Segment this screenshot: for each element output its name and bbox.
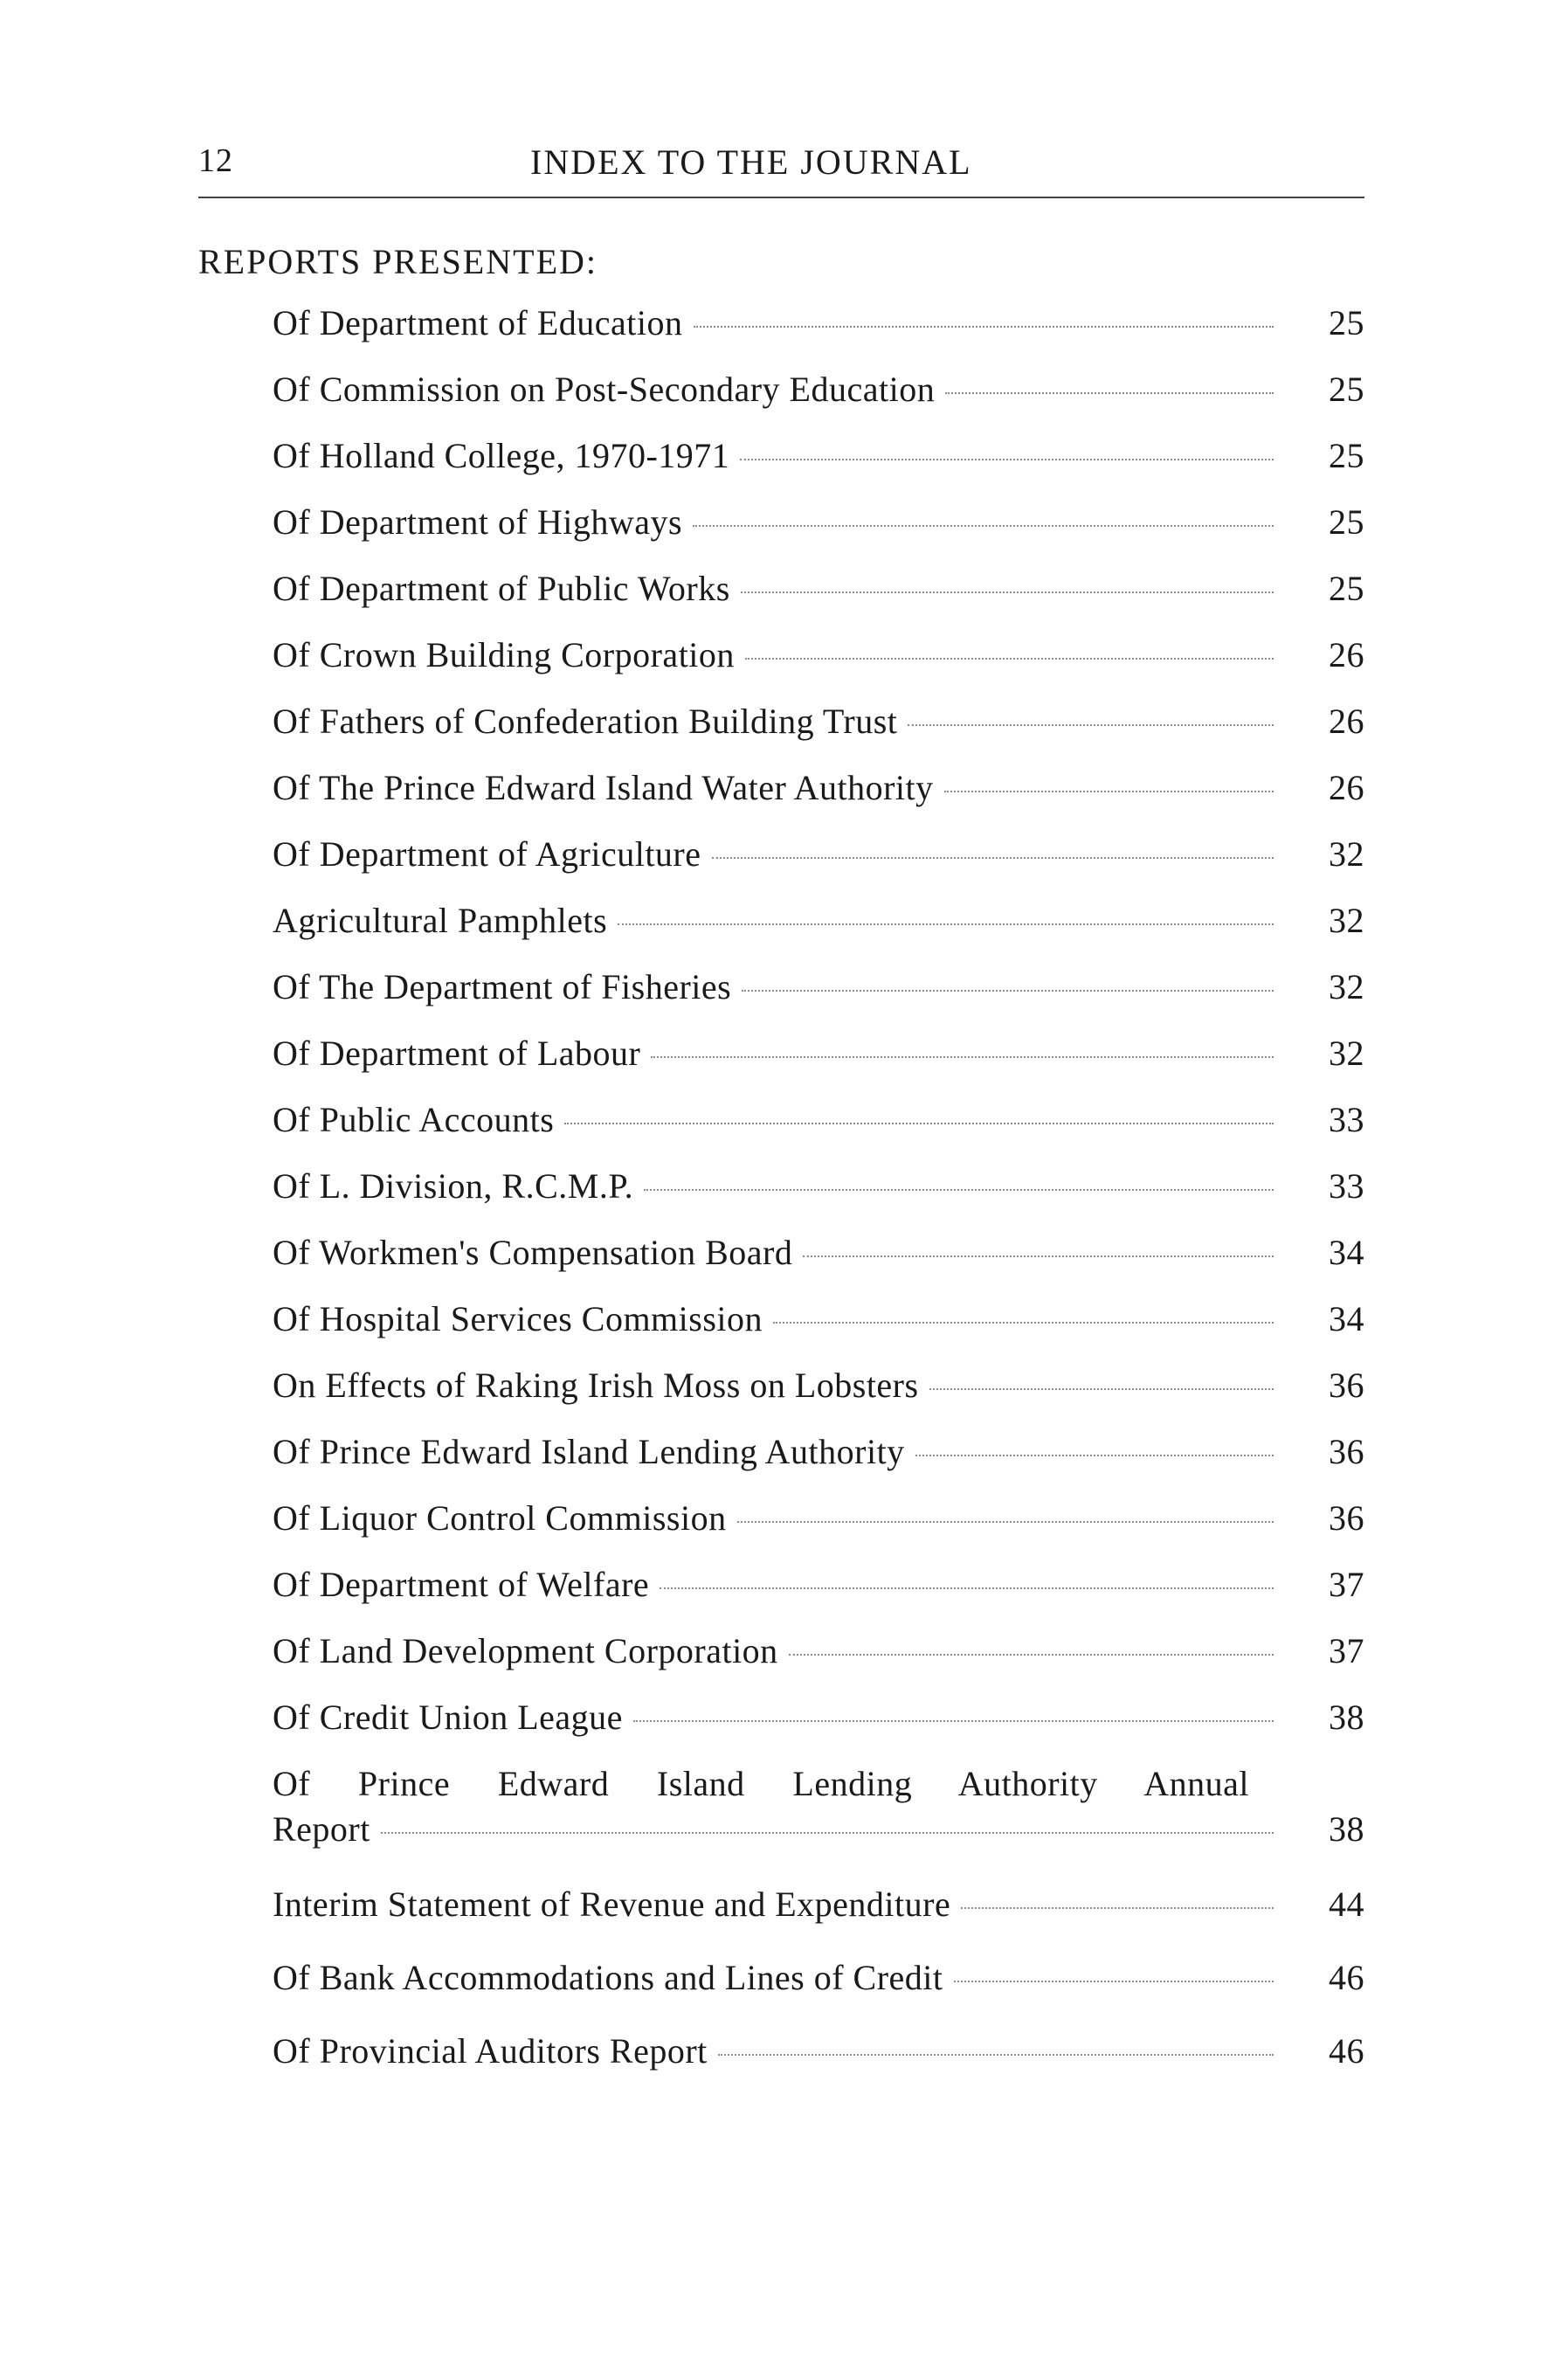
entry-page-number: 38: [1329, 1698, 1364, 1737]
dot-leader: [789, 1654, 1274, 1656]
dot-leader: [644, 1189, 1274, 1191]
dot-leader: [564, 1123, 1274, 1124]
entry-label: Of Bank Accommodations and Lines of Credit: [273, 1958, 943, 1997]
entry-page-number: 32: [1329, 901, 1364, 940]
entry-label: Of Provincial Auditors Report: [273, 2031, 708, 2071]
dot-leader: [718, 2054, 1274, 2056]
dot-leader: [745, 658, 1274, 660]
dot-leader: [633, 1720, 1274, 1722]
entry-page-number: 32: [1329, 967, 1364, 1006]
entry-label: Of Commission on Post-Secondary Education: [273, 370, 936, 409]
entry-label: Of Workmen's Compensation Board: [273, 1233, 793, 1272]
running-head: [198, 142, 1364, 190]
dot-leader: [693, 525, 1274, 527]
entry-label: Of Public Accounts: [273, 1100, 555, 1139]
dot-leader: [381, 1832, 1274, 1834]
section-heading: REPORTS PRESENTED:: [198, 242, 597, 281]
dot-leader: [915, 1455, 1274, 1456]
journal-title: INDEX TO THE JOURNAL: [530, 142, 972, 182]
entry-page-number: 25: [1329, 370, 1364, 409]
entry-label: Of Fathers of Confederation Building Trust: [273, 702, 898, 741]
entry-page-number: 26: [1329, 635, 1364, 674]
index-entry: [273, 301, 1364, 368]
dot-leader: [737, 1521, 1274, 1523]
dot-leader: [742, 990, 1274, 992]
entry-label: Of L. Division, R.C.M.P.: [273, 1166, 634, 1206]
dot-leader: [660, 1587, 1274, 1589]
entry-page-number: 33: [1329, 1100, 1364, 1139]
entry-page-number: 34: [1329, 1233, 1364, 1272]
entry-page-number: 46: [1329, 1958, 1364, 1997]
entry-label: Of Prince Edward Island Lending Authority: [273, 1432, 905, 1471]
entry-page-number: 25: [1329, 569, 1364, 608]
entry-page-number: 33: [1329, 1166, 1364, 1206]
index-entry: [273, 1497, 1364, 1563]
entry-label: Agricultural Pamphlets: [273, 901, 608, 940]
entry-label: Of Department of Highways: [273, 502, 683, 542]
dot-leader: [773, 1322, 1274, 1324]
entry-label: Of Liquor Control Commission: [273, 1498, 727, 1538]
entry-page-number: 32: [1329, 834, 1364, 874]
entry-page-number: 44: [1329, 1884, 1364, 1924]
entry-label: Of Holland College, 1970-1971: [273, 436, 730, 475]
entry-page-number: 36: [1329, 1366, 1364, 1405]
entry-label-line1: Of Prince Edward Island Lending Authority Annual: [273, 1764, 1249, 1803]
index-entry: [273, 2030, 1364, 2103]
dot-leader: [712, 857, 1274, 859]
dot-leader: [651, 1056, 1274, 1058]
entry-label: Of Department of Public Works: [273, 569, 730, 608]
index-entry: [273, 434, 1364, 501]
entry-page-number: 32: [1329, 1034, 1364, 1073]
dot-leader: [961, 1907, 1274, 1909]
entry-label: Of The Department of Fisheries: [273, 967, 732, 1006]
entry-label: Of Land Development Corporation: [273, 1631, 778, 1670]
entry-page-number: 34: [1329, 1299, 1364, 1338]
index-entry: [273, 1956, 1364, 2030]
index-entry: [273, 1098, 1364, 1165]
dot-leader: [908, 724, 1274, 726]
entry-page-number: 25: [1329, 502, 1364, 542]
entry-label: Of Crown Building Corporation: [273, 635, 735, 674]
entry-label: Of Department of Welfare: [273, 1565, 650, 1604]
dot-leader: [929, 1388, 1274, 1390]
index-entry: [273, 1430, 1364, 1497]
index-entry: [273, 833, 1364, 899]
dot-leader: [740, 459, 1274, 460]
index-entry: [273, 1364, 1364, 1430]
index-entry: [273, 1032, 1364, 1098]
entry-page-number: 25: [1329, 436, 1364, 475]
entry-label: Of Department of Labour: [273, 1034, 641, 1073]
index-entry: [273, 1231, 1364, 1297]
index-entry: [273, 1297, 1364, 1364]
entry-second-line: [273, 1808, 1364, 1851]
entry-page-number: 36: [1329, 1498, 1364, 1538]
index-entry: [273, 567, 1364, 633]
index-entry: [273, 1563, 1364, 1629]
dot-leader: [944, 791, 1274, 792]
entry-label: Of Department of Education: [273, 303, 683, 342]
index-entry: [273, 368, 1364, 434]
entry-label: Of Credit Union League: [273, 1698, 623, 1737]
entry-page-number: 38: [1329, 1809, 1364, 1849]
index-entry: [273, 1762, 1364, 1883]
dot-leader: [954, 1981, 1274, 1982]
index-entry: [273, 633, 1364, 700]
entry-page-number: 26: [1329, 702, 1364, 741]
entry-label: Of Department of Agriculture: [273, 834, 701, 874]
entry-label: Of The Prince Edward Island Water Authority: [273, 768, 934, 807]
header-rule: [198, 197, 1364, 198]
entry-label: Of Hospital Services Commission: [273, 1299, 763, 1338]
index-entry-list: [273, 301, 1364, 2103]
entry-page-number: 46: [1329, 2031, 1364, 2071]
entry-page-number: 26: [1329, 768, 1364, 807]
entry-label: Interim Statement of Revenue and Expenditure: [273, 1884, 951, 1924]
index-entry: [273, 1629, 1364, 1696]
dot-leader: [803, 1255, 1274, 1257]
entry-page-number: 25: [1329, 303, 1364, 342]
index-entry: [273, 766, 1364, 833]
dot-leader: [741, 591, 1274, 593]
index-entry: [273, 965, 1364, 1032]
index-entry: [273, 700, 1364, 766]
dot-leader: [694, 326, 1274, 328]
index-entry: [273, 899, 1364, 965]
dot-leader: [945, 392, 1274, 394]
index-entry: [273, 501, 1364, 567]
index-entry: [273, 1883, 1364, 1956]
dot-leader: [618, 923, 1274, 925]
entry-label-line2: Report: [273, 1809, 370, 1849]
index-entry: [273, 1165, 1364, 1231]
entry-label: On Effects of Raking Irish Moss on Lobsters: [273, 1366, 919, 1405]
entry-page-number: 36: [1329, 1432, 1364, 1471]
entry-page-number: 37: [1329, 1631, 1364, 1670]
page-number: 12: [198, 142, 233, 179]
index-entry: [273, 1696, 1364, 1762]
entry-page-number: 37: [1329, 1565, 1364, 1604]
